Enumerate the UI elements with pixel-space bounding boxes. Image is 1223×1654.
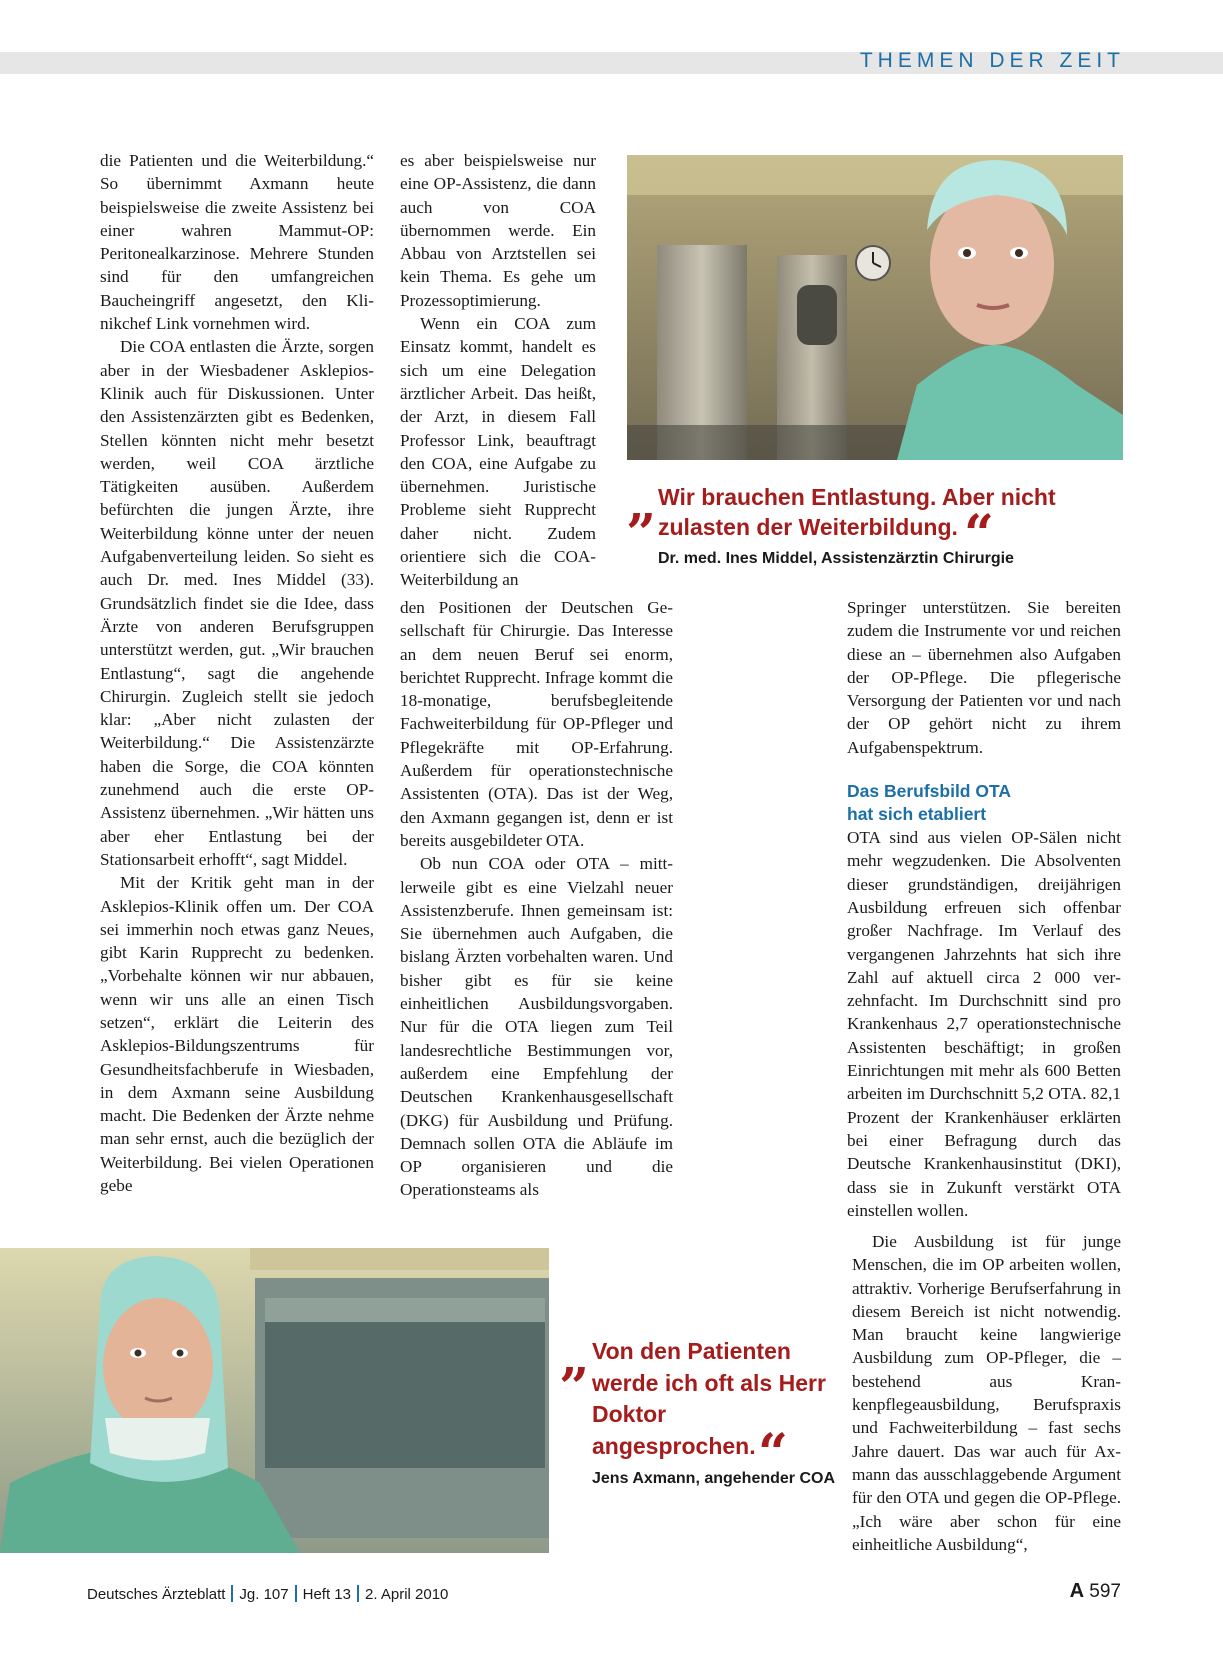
section-title: THEMEN DER ZEIT [859,49,1125,72]
photo-illustration [0,1248,549,1553]
pull-quote-axmann: Von den Patienten werde ich oft als Herr Doktor angesprochen. [592,1338,826,1459]
journal-volume: Jg. 107 [239,1586,289,1603]
open-quote-mark: „ [560,1327,590,1388]
journal-name: Deutsches Ärzteblatt [87,1586,226,1603]
paragraph: den Positionen der Deutschen Gesellschaft für Chirurgie. Das Interesse an dem neuen Beruf sei enorm, berichtet Rupprecht. Infrage kommt die 18-monatige, berufsbegleitende Fachweiterbildung für OP-Pfleger und Pflegekräfte mit OP-Erfahrung. Außerdem für operationstechnische Assistenten (OTA). Das ist der Weg, den Axmann gegangen ist, denn er ist bereits ausgebildeter OTA. [400,598,673,850]
paragraph: Die Ausbildung ist für junge Menschen, die im OP arbeiten wollen, attraktiv. Vorherige Berufserfahrung in diesem Bereich ist nicht notwendig. Man braucht keine langwierige Ausbildung zum OP-Pfleger, die – bestehend aus Krankenpflegeausbildung, Berufspraxis und Fachweiterbildung – fast sechs Jahre dauert. Das war auch für Axmann das ausschlaggebende Argument für den OTA und gegen die OP-Pflege. „Ich wäre aber schon für eine einheitliche Ausbildung“, [852,1232,1121,1554]
close-quote-mark: “ [758,1423,788,1484]
paragraph: Wenn ein COA zum Einsatz kommt, handelt es sich um eine Delegation ärztlicher Arbeit. Das heißt, der Arzt, in diesem Fall Professor Link, beauftragt den COA, eine Aufgabe zu übernehmen. Juristische Probleme sieht Rupprecht daher nicht. Zudem orientiere sich die COA-Weiterbildung an [400,314,596,590]
paragraph: die Patienten und die Weiterbildung.“ So übernimmt Axmann heute beispielsweise die zweite Assistenz bei einer wahren Mammut-OP: Peritonealkarzinose. Mehrere Stunden sind für den umfangreichen Baucheingriff angesetzt, den Klinikchef Link vornehmen wird. [100,151,374,334]
pull-quote-middel: Wir brauchen Entlastung. Aber nicht zulasten der Weiterbildung. [658,484,1056,540]
page-number [1070,1580,1121,1603]
photo-ines-middel [627,155,1123,460]
article-column-2-upper [400,149,596,592]
subheading [847,780,1121,826]
paragraph: Ob nun COA oder OTA – mittlerweile gibt es eine Vielzahl neuer Assistenzberufe. Ihnen gemeinsam ist: Sie übernehmen auch Aufgaben, die bislang Ärzten vorbehalten waren. Und bisher gibt es für sie keine einheitlichen Ausbildungsvorgaben. Nur für die OTA liegen zum Teil landesrechtliche Bestimmungen vor, außerdem eine Empfehlung der Deutschen Krankenhausgesellschaft (DKG) für Ausbildung und Prüfung. Demnach sollen OTA die Abläufe im OP organisieren und die Operationsteams als [400,854,673,1200]
paragraph: Die COA entlasten die Ärzte, sorgen aber in der Wiesbadener Asklepios-Klinik auch für Diskussionen. Unter den Assistenzärzten gibt es Bedenken, Stellen könnten nicht mehr besetzt werden, weil COA ärztliche Tätigkeiten ausüben. Außerdem befürchten die jungen Ärzte, ihre Weiterbildung könne unter der neuen Aufgabenverteilung leiden. So sieht es auch Dr. med. Ines Middel (33). Grundsätzlich findet sie die Idee, dass Ärzte von anderen Berufsgruppen unterstützt werden, gut. „Wir brauchen Entlastung“, sagt die angehende Chirurgin. Zugleich stellt sie jedoch klar: „Aber nicht zulasten der Weiterbildung.“ Die Assistenzärzte haben die Sorge, die COA könnten zunehmend auch die erste OP-Assistenz übernehmen. „Wir hätten uns aber eher Entlastung bei der Stationsarbeit erhofft“, sagt Middel. [100,337,374,869]
paragraph: Mit der Kritik geht man in der Asklepios-Klinik offen um. Der COA sei immerhin noch etwas ganz Neues, gibt Karin Rupprecht zu bedenken. „Vorbehalte können wir nur abbauen, wenn wir uns alle an einen Tisch setzen“, erklärt die Leiterin des Asklepios-Bildungszentrums für Gesundheitsfachberufe in Wiesbaden, in dem Axmann seine Ausbildung macht. Die Bedenken der Ärzte nehme man sehr ernst, auch die bezüglich der Weiterbildung. Bei vielen Operationen gebe [100,873,374,1196]
footer-separator [231,1585,233,1602]
page-prefix: A [1069,1580,1085,1602]
open-quote-mark: „ [627,473,657,534]
journal-issue: Heft 13 [302,1586,351,1603]
journal-date: 2. April 2010 [365,1586,449,1603]
close-quote-mark: “ [964,504,994,565]
subheading-line-2: hat sich etabliert [847,804,987,825]
article-column-2-lower [400,596,673,1202]
footer-separator [357,1585,359,1602]
page-number-value: 597 [1089,1581,1121,1602]
photo-jens-axmann [0,1248,549,1553]
paragraph: OTA sind aus vielen OP-Sälen nicht mehr wegzudenken. Die Absolventen dieser grundständigen, dreijährigen Ausbildung erfreuen sich offenbar großer Nachfrage. Im Verlauf des vergangenen Jahrzehnts hat sich ihre Zahl auf aktuell circa 2 000 verzehnfacht. Im Durchschnitt sind pro Krankenhaus 2,7 operationstechnische Assistenten beschäftigt; in großen Einrichtungen mit mehr als 600 Betten arbeiten im Durchschnitt 5,2 OTA. 82,1 Prozent der Krankenhäuser erklärten bei einer Befragung durch das Deutsche Krankenhausinstitut (DKI), dass sie in Zukunft verstärkt OTA einstellen wollen. [847,828,1121,1220]
paragraph: es aber beispielsweise nur eine OP-Assistenz, die dann auch von COA übernommen werde. Ein Abbau von Arztstellen sei kein Thema. Es gehe um Prozessoptimierung. [400,151,596,310]
paragraph: Springer unterstützen. Sie bereiten zudem die Instrumente vor und reichen diese an – übernehmen also Aufgaben der OP-Pflege. Die pflegerische Versorgung der Patienten vor und nach der OP gehört nicht zu ihrem Aufgabenspektrum. [847,598,1121,757]
footer-citation [87,1585,448,1603]
quote-attribution-middel: Dr. med. Ines Middel, Assistenzärztin Chirurgie [658,550,1014,567]
photo-illustration [627,155,1123,460]
quote-attribution-axmann: Jens Axmann, angehender COA [592,1470,836,1487]
footer-separator [295,1585,297,1602]
article-column-3-lower [852,1230,1121,1556]
article-column-3 [847,596,1121,1222]
subheading-line-1: Das Berufsbild OTA [847,781,1012,802]
article-column-1 [100,149,374,1197]
